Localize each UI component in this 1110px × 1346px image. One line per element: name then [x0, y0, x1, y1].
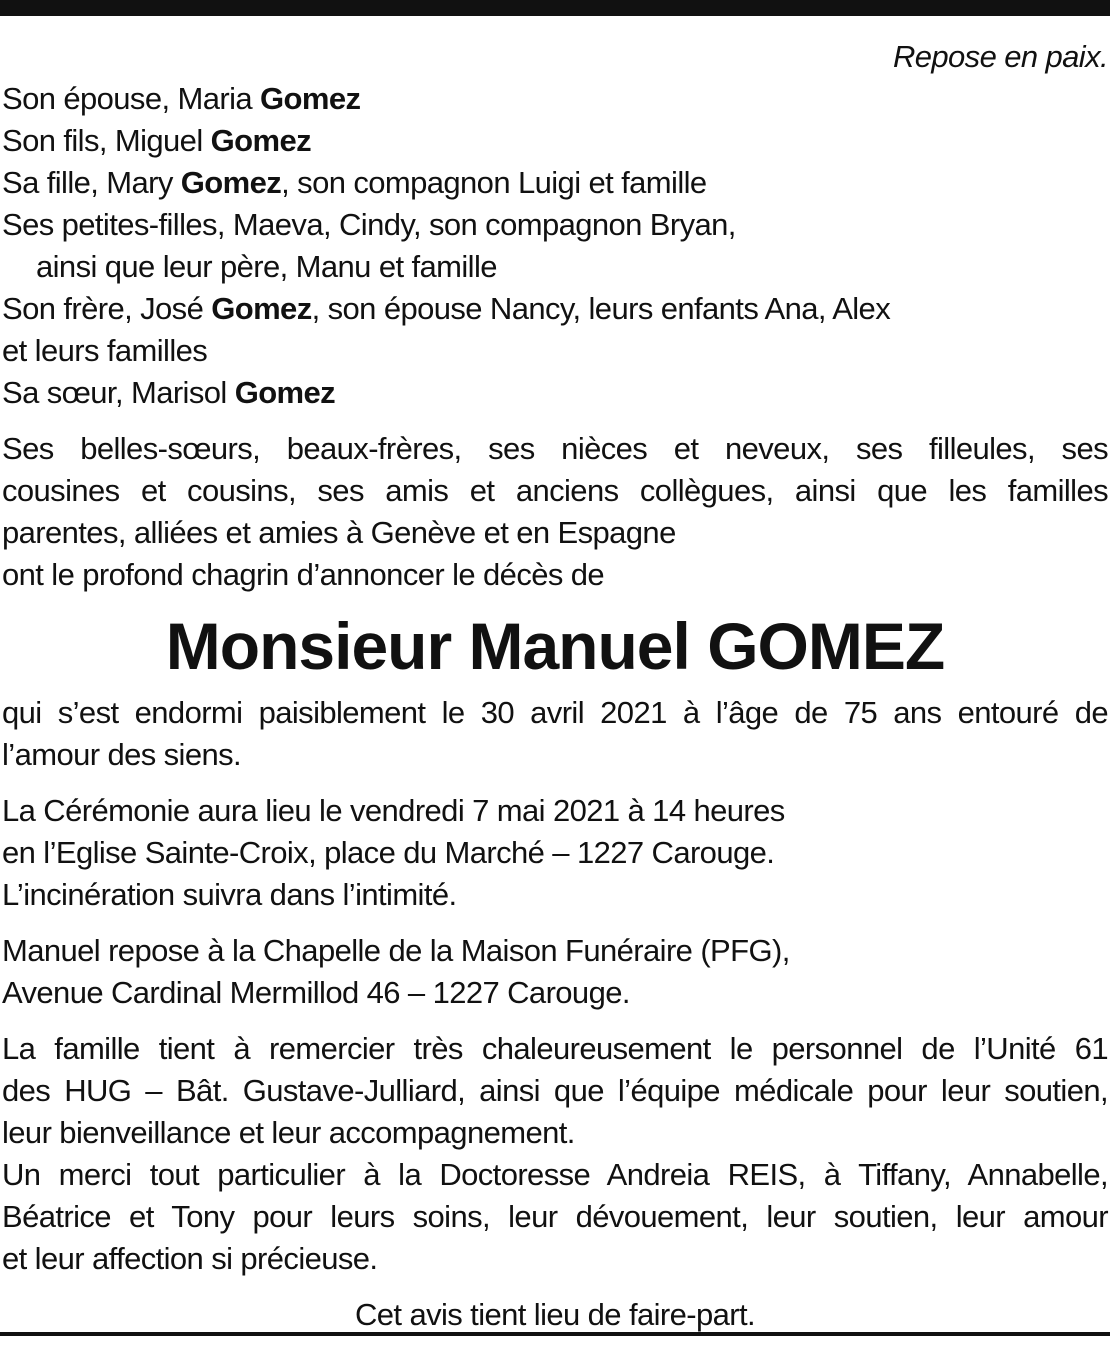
family-line [2, 78, 1108, 120]
text-line: qui s’est endormi paisiblement le 30 avril 2021 à l’âge de 75 ans entouré de [2, 695, 1108, 730]
family-line [2, 372, 1108, 414]
family-line [2, 120, 1108, 162]
surname: Gomez [260, 81, 361, 116]
bottom-border-rule [0, 1332, 1110, 1336]
surname: Gomez [234, 375, 336, 410]
text-line: ont le profond chagrin d’annoncer le décès de [2, 557, 605, 592]
text-line: Un merci tout particulier à la Doctoresse Andreia REIS, à Tiffany, Annabelle, [2, 1157, 1108, 1192]
obituary-notice [2, 36, 1108, 1336]
family-line [2, 288, 1108, 330]
family-line [2, 162, 1108, 204]
surname: Gomez [211, 291, 312, 326]
surname: Gomez [210, 123, 311, 158]
family-line: Ses petites-filles, Maeva, Cindy, son compagnon Bryan, [2, 207, 736, 242]
family-text: , son compagnon Luigi et famille [281, 165, 707, 200]
surname: Gomez [180, 165, 282, 200]
thanks-paragraph [2, 1028, 1108, 1280]
family-line: ainsi que leur père, Manu et famille [36, 249, 497, 284]
family-text: Son épouse, Maria [2, 81, 261, 116]
family-line: et leurs familles [2, 333, 208, 368]
epigraph: Repose en paix. [892, 39, 1108, 74]
family-list [2, 78, 1108, 414]
deceased-name: Monsieur Manuel GOMEZ [165, 609, 945, 683]
text-line: Béatrice et Tony pour leurs soins, leur dévouement, leur soutien, leur amour [2, 1199, 1108, 1234]
text-line: Avenue Cardinal Mermillod 46 – 1227 Carouge. [2, 975, 630, 1010]
text-line: parentes, alliées et amies à Genève et en Espagne [2, 515, 676, 550]
text-line: l’amour des siens. [2, 737, 242, 772]
closing-line: Cet avis tient lieu de faire-part. [354, 1297, 756, 1332]
text-line: des HUG – Bât. Gustave-Julliard, ainsi que l’équipe médicale pour leur soutien, [2, 1073, 1108, 1108]
text-line: en l’Eglise Sainte-Croix, place du Marché – 1227 Carouge. [2, 835, 775, 870]
relatives-paragraph [2, 428, 1108, 596]
text-line: et leur affection si précieuse. [2, 1241, 378, 1276]
passing-paragraph [2, 692, 1108, 776]
text-line: L’incinération suivra dans l’intimité. [2, 877, 457, 912]
text-line: Ses belles-sœurs, beaux-frères, ses nièces et neveux, ses filleules, ses [2, 431, 1108, 466]
ceremony-paragraph [2, 790, 1108, 916]
text-line: Manuel repose à la Chapelle de la Maison Funéraire (PFG), [2, 933, 790, 968]
family-text: Sa sœur, Marisol [2, 375, 235, 410]
family-text: , son épouse Nancy, leurs enfants Ana, Alex [311, 291, 891, 326]
family-text: Sa fille, Mary [2, 165, 181, 200]
text-line: leur bienveillance et leur accompagnement. [2, 1115, 575, 1150]
family-text: Son frère, José [2, 291, 212, 326]
family-text: Son fils, Miguel [2, 123, 211, 158]
rest-paragraph [2, 930, 1108, 1014]
text-line: cousines et cousins, ses amis et anciens collègues, ainsi que les familles [2, 473, 1108, 508]
top-border-rule [0, 0, 1110, 16]
text-line: La Cérémonie aura lieu le vendredi 7 mai 2021 à 14 heures [2, 793, 785, 828]
text-line: La famille tient à remercier très chaleureusement le personnel de l’Unité 61 [2, 1031, 1108, 1066]
